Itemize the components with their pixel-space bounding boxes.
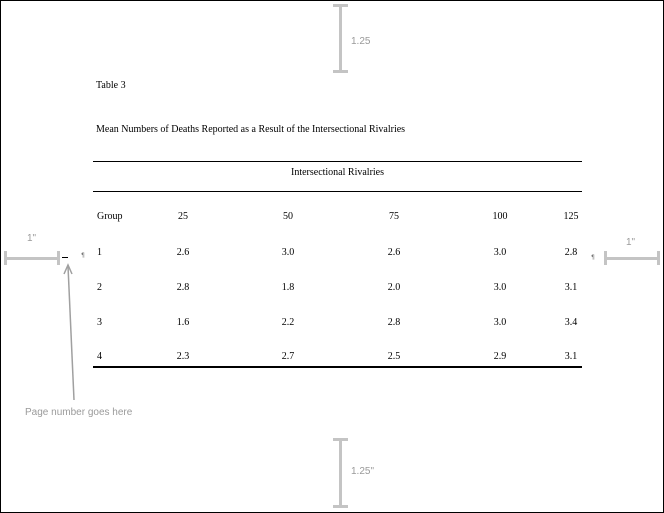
row-2-col-125: 3.1: [564, 282, 578, 293]
table-bottom-rule: [93, 366, 582, 368]
bottom-margin-label: 1.25": [351, 466, 375, 477]
row-4-col-25: 2.3: [176, 351, 190, 362]
row-1-col-75: 2.6: [387, 247, 401, 258]
row-1-col-100: 3.0: [493, 247, 507, 258]
right-margin-line: [604, 257, 660, 260]
row-4-col-100: 2.9: [493, 351, 507, 362]
right-margin-cap-left: [604, 251, 607, 265]
top-margin-cap-top: [333, 4, 348, 7]
top-margin-cap-bottom: [333, 70, 348, 73]
column-header-125: 125: [563, 211, 579, 222]
table-title: Mean Numbers of Deaths Reported as a Result of the Intersectional Rivalries: [96, 124, 406, 135]
left-margin-cap-right: [57, 251, 60, 265]
row-1-col-25: 2.6: [176, 247, 190, 258]
row-3-col-50: 2.2: [281, 317, 295, 328]
row-2-group: 2: [97, 282, 102, 293]
left-margin-label: 1": [27, 233, 37, 244]
table-label: Table 3: [96, 80, 126, 91]
page-number-note: Page number goes here: [25, 407, 133, 418]
row-3-group: 3: [97, 317, 102, 328]
row-4-col-125: 3.1: [564, 351, 578, 362]
left-line-end-mark: ¶: [81, 252, 85, 259]
row-2-col-75: 2.0: [387, 282, 401, 293]
column-header-group: Group: [97, 211, 123, 222]
row-1-col-125: 2.8: [564, 247, 578, 258]
row-1-group: 1: [97, 247, 102, 258]
row-4-group: 4: [97, 351, 102, 362]
bottom-margin-line: [339, 438, 342, 508]
column-header-100: 100: [492, 211, 508, 222]
table-top-rule: [93, 161, 582, 162]
page-number-dash: [62, 257, 68, 258]
table-header-rule: [93, 191, 582, 192]
page-number-arrow: [62, 262, 82, 402]
left-margin-line: [4, 257, 59, 260]
top-margin-label: 1.25: [351, 36, 371, 47]
column-header-75: 75: [389, 211, 399, 222]
row-2-col-50: 1.8: [281, 282, 295, 293]
column-header-25: 25: [178, 211, 188, 222]
column-header-50: 50: [283, 211, 293, 222]
bottom-margin-cap-top: [333, 438, 348, 441]
spanner-heading: Intersectional Rivalries: [290, 167, 385, 178]
row-1-col-50: 3.0: [281, 247, 295, 258]
row-3-col-100: 3.0: [493, 317, 507, 328]
row-2-col-100: 3.0: [493, 282, 507, 293]
row-3-col-75: 2.8: [387, 317, 401, 328]
row-4-col-50: 2.7: [281, 351, 295, 362]
bottom-margin-cap-bottom: [333, 505, 348, 508]
right-margin-label: 1": [626, 237, 636, 248]
left-margin-cap-left: [4, 251, 7, 265]
top-margin-line: [339, 4, 342, 72]
row-2-col-25: 2.8: [176, 282, 190, 293]
row-3-col-25: 1.6: [176, 317, 190, 328]
row-3-col-125: 3.4: [564, 317, 578, 328]
row-4-col-75: 2.5: [387, 351, 401, 362]
right-line-end-mark: ¶: [591, 254, 595, 261]
right-margin-cap-right: [657, 251, 660, 265]
